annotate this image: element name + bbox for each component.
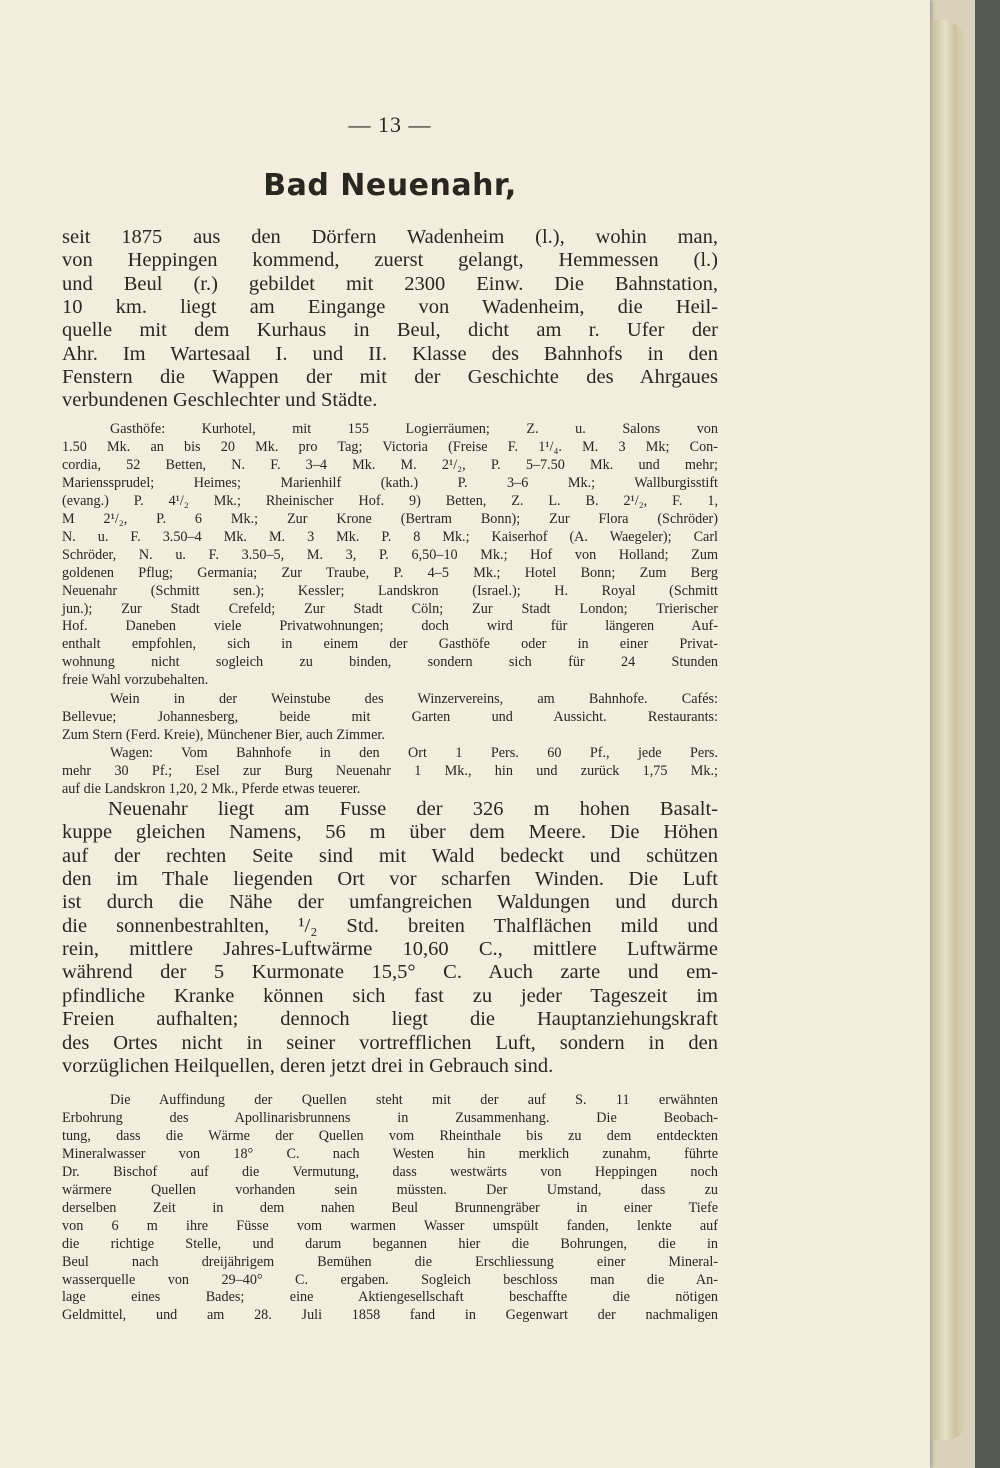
wagon-line: mehr 30 Pf.; Esel zur Burg Neuenahr 1 Mk., hin und zurück 1,75 Mk.; [62,762,718,779]
history-line: von 6 m ihre Füsse vom warmen Wasser umspült fanden, lenkte auf [62,1217,718,1234]
page-title: Bad Neuenahr, [263,168,517,203]
hotels-line: Marienssprudel; Heimes; Marienhilf (kath.) P. 3–6 Mk.; Wallburgisstift [62,474,718,491]
intro-line: quelle mit dem Kurhaus in Beul, dicht am r. Ufer der [62,319,718,342]
hotels-line: Schröder, N. u. F. 3.50–5, M. 3, P. 6,50–10 Mk.; Hof von Holland; Zum [62,546,718,563]
wine-line: Bellevue; Johannesberg, beide mit Garten und Aussicht. Restaurants: [62,708,718,725]
page-number: — 13 — [348,112,432,137]
intro-line: Fenstern die Wappen der mit der Geschichte des Ahrgaues [62,365,718,388]
hotels-line: N. u. F. 3.50–4 Mk. M. 3 Mk. P. 8 Mk.; Kaiserhof (A. Waegeler); Carl [62,528,718,545]
hotels-line: M 2¹/₂, P. 6 Mk.; Zur Krone (Bertram Bonn); Zur Flora (Schröder) [62,510,718,527]
intro-line: von Heppingen kommend, zuerst gelangt, Hemmessen (l.) [62,249,718,272]
intro-line: verbundenen Geschlechter und Städte. [62,389,378,412]
hotels-line: Hof. Daneben viele Privatwohnungen; doch wird für längeren Auf- [62,618,718,635]
main-line: die sonnenbestrahlten, ¹/₂ Std. breiten Thalflächen mild und [62,914,718,937]
main-line: Freien aufhalten; dennoch liegt die Hauptanziehungskraft [62,1008,718,1031]
wine-line: Zum Stern (Ferd. Kreie), Münchener Bier, auch Zimmer. [62,726,385,743]
main-line: pfindliche Kranke können sich fast zu jeder Tageszeit im [62,984,718,1007]
hotels-line: goldenen Pflug; Germania; Zur Traube, P. 4–5 Mk.; Hotel Bonn; Zum Berg [62,564,718,581]
history-line: lage eines Bades; eine Aktiengesellschaft beschaffte die nötigen [62,1289,718,1306]
hotels-line: jun.); Zur Stadt Crefeld; Zur Stadt Cöln; Zur Stadt London; Trierischer [62,600,718,617]
history-line: Dr. Bischof auf die Vermutung, dass westwärts von Heppingen noch [62,1163,718,1180]
hotels-line: freie Wahl vorzubehalten. [62,672,209,689]
main-line: den im Thale liegenden Ort vor scharfen Winden. Die Luft [62,868,718,891]
history-line: Mineralwasser von 18° C. nach Westen hin merklich zunahm, führte [62,1145,718,1162]
intro-line: Ahr. Im Wartesaal I. und II. Klasse des Bahnhofs in den [62,342,718,365]
history-line: Die Auffindung der Quellen steht mit der auf S. 11 erwähnten [110,1092,718,1108]
wagon-line: auf die Landskron 1,20, 2 Mk., Pferde etwas teuerer. [62,780,361,797]
main-line: des Ortes nicht in seiner vortrefflichen Luft, sondern in den [62,1031,718,1054]
main-line: kuppe gleichen Namens, 56 m über dem Meere. Die Höhen [62,821,718,844]
history-line: die richtige Stelle, und darum begannen hier die Bohrungen, die in [62,1235,718,1252]
main-line: auf der rechten Seite sind mit Wald bedeckt und schützen [62,844,718,867]
hotels-line: 1.50 Mk. an bis 20 Mk. pro Tag; Victoria (Freise F. 1¹/₄. M. 3 Mk; Con- [62,438,718,455]
main-line: rein, mittlere Jahres-Luftwärme 10,60 C., mittlere Luftwärme [62,938,718,961]
intro-line: und Beul (r.) gebildet mit 2300 Einw. Die Bahnstation, [62,272,718,295]
main-line: Neuenahr liegt am Fusse der 326 m hohen Basalt- [108,798,718,820]
main-line: vorzüglichen Heilquellen, deren jetzt drei in Gebrauch sind. [62,1054,554,1077]
intro-line: 10 km. liegt am Eingange von Wadenheim, die Heil- [62,295,718,318]
hotels-line: Neuenahr (Schmitt sen.); Kessler; Landskron (Israel.); H. Royal (Schmitt [62,582,718,599]
history-line: tung, dass die Wärme der Quellen vom Rheinthale bis zu dem entdeckten [62,1127,718,1144]
history-line: Erbohrung des Apollinarisbrunnens in Zusammenhang. Die Beobach- [62,1109,718,1126]
hotels-line: (evang.) P. 4¹/₂ Mk.; Rheinischer Hof. 9) Betten, Z. L. B. 2¹/₂, F. 1, [62,492,718,509]
history-line: derselben Zeit in dem nahen Beul Brunnengräber in einer Tiefe [62,1199,718,1216]
hotels-line: enthalt empfohlen, sich in einem der Gasthöfe oder in einer Privat- [62,636,718,653]
history-line: wasserquelle von 29–40° C. ergaben. Sogleich beschloss man die An- [62,1271,718,1288]
history-line: Beul nach dreijährigem Bemühen die Erschliessung einer Mineral- [62,1253,718,1270]
history-line: Geldmittel, und am 28. Juli 1858 fand in Gegenwart der nachmaligen [62,1307,718,1324]
main-line: während der 5 Kurmonate 15,5° C. Auch zarte und em- [62,961,718,984]
hotels-line: Gasthöfe: Kurhotel, mit 155 Logierräumen; Z. u. Salons von [110,421,718,437]
hotels-line: cordia, 52 Betten, N. F. 3–4 Mk. M. 2¹/₂, P. 5–7.50 Mk. und mehr; [62,456,718,473]
wagon-line: Wagen: Vom Bahnhofe in den Ort 1 Pers. 60 Pf., jede Pers. [110,745,718,761]
main-line: ist durch die Nähe der umfangreichen Waldungen und durch [62,891,718,914]
wine-line: Wein in der Weinstube des Winzervereins, am Bahnhofe. Cafés: [110,691,718,707]
intro-line: seit 1875 aus den Dörfern Wadenheim (l.), wohin man, [62,226,718,248]
history-line: wärmere Quellen vorhanden sein müssten. Der Umstand, dass zu [62,1181,718,1198]
hotels-line: wohnung nicht sogleich zu binden, sondern sich für 24 Stunden [62,654,718,671]
